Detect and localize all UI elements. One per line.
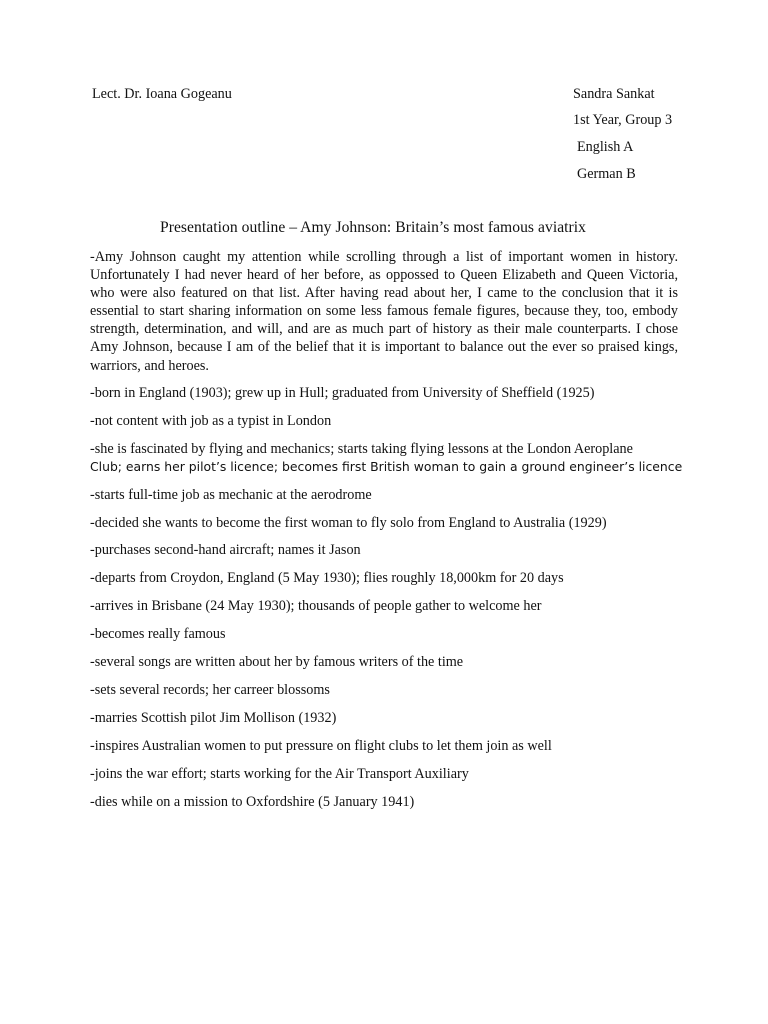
- intro-paragraph: -Amy Johnson caught my attention while scrolling through a list of important women in history. Unfortunately I had never heard of her before, as oppossed to Queen Elizabeth and Queen Victoria, who were also featured on that list. After having read about her, I came to the conclusion that it is essential to start sharing information on some less famous female figures, because they, too, embody strength, determination, and will, and are as much part of history as their male counterparts. I chose Amy Johnson, because I am of the belief that it is important to balance out the ever so praised kings, warriors, and heroes.: [90, 249, 678, 374]
- outline-point: -inspires Australian women to put pressure on flight clubs to let them join as well: [90, 738, 552, 754]
- outline-point: -sets several records; her carreer blossoms: [90, 682, 330, 698]
- outline-point: -born in England (1903); grew up in Hull; graduated from University of Sheffield (1925): [90, 385, 595, 401]
- outline-point: -becomes really famous: [90, 626, 226, 642]
- outline-point: -she is fascinated by flying and mechanics; starts taking flying lessons at the London Aeroplane: [90, 441, 633, 457]
- outline-point: -decided she wants to become the first woman to fly solo from England to Australia (1929): [90, 515, 607, 531]
- document-title: Presentation outline – Amy Johnson: Britain’s most famous aviatrix: [160, 219, 587, 236]
- outline-point: -purchases second-hand aircraft; names it Jason: [90, 542, 361, 558]
- outline-point: -not content with job as a typist in London: [90, 413, 332, 429]
- outline-point: -starts full-time job as mechanic at the aerodrome: [90, 487, 372, 503]
- outline-point: -arrives in Brisbane (24 May 1930); thousands of people gather to welcome her: [90, 598, 542, 614]
- student-language-b: German B: [577, 166, 636, 182]
- outline-point: -departs from Croydon, England (5 May 1930); flies roughly 18,000km for 20 days: [90, 570, 564, 586]
- outline-point: -several songs are written about her by famous writers of the time: [90, 654, 464, 670]
- lecturer-name: Lect. Dr. Ioana Gogeanu: [92, 86, 232, 102]
- outline-point: -marries Scottish pilot Jim Mollison (1932): [90, 710, 337, 726]
- outline-point-continued-text: Club; earns her pilot’s licence; becomes first British woman to gain a ground engineer’s licence: [90, 459, 683, 474]
- student-name: Sandra Sankat: [573, 86, 655, 102]
- student-year-group: 1st Year, Group 3: [573, 112, 673, 128]
- student-language-a: English A: [577, 139, 634, 155]
- outline-point: -dies while on a mission to Oxfordshire (5 January 1941): [90, 794, 415, 810]
- outline-point-continued: [90, 458, 682, 476]
- outline-point: -joins the war effort; starts working for the Air Transport Auxiliary: [90, 766, 469, 782]
